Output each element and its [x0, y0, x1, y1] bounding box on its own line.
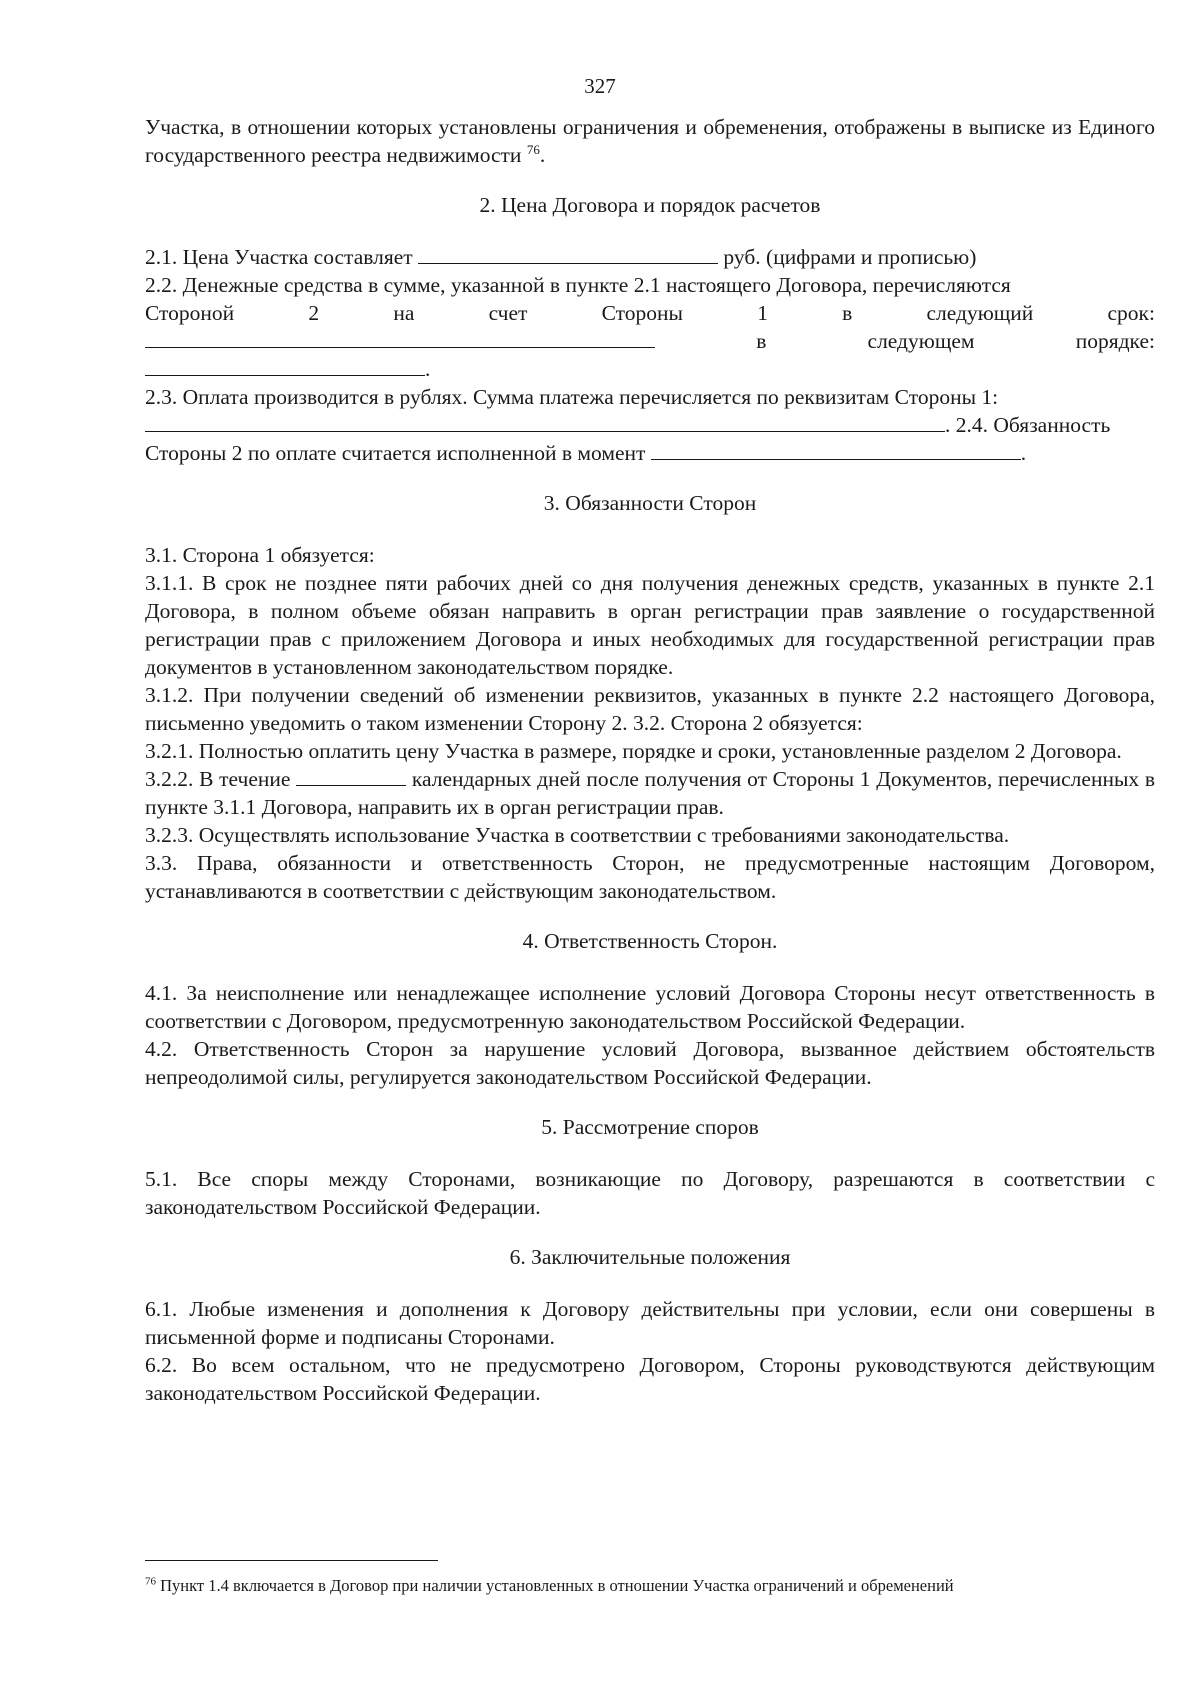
word: порядке:: [1075, 329, 1155, 353]
section-4-heading: 4. Ответственность Сторон.: [522, 929, 778, 953]
clause-2-3-line-2: [145, 411, 1155, 439]
clause-5-1: 5.1. Все споры между Сторонами, возникающие по Договору, разрешаются в соответствии с законодательством Российской Федерации.: [145, 1167, 1155, 1219]
page-number: 327: [584, 74, 616, 98]
clause-4-2: 4.2. Ответственность Сторон за нарушение условий Договора, вызванное действием обстоятельств непреодолимой силы, регулируется законодательством Российской Федерации.: [145, 1037, 1155, 1089]
document-body: [145, 113, 1155, 1407]
clause-2-3: [145, 383, 1155, 467]
clause-3-2-2: [145, 765, 1155, 821]
clause-6-1: 6.1. Любые изменения и дополнения к Договору действительны при условии, если они совершены в письменной форме и подписаны Сторонами.: [145, 1297, 1155, 1349]
footnote: [145, 1575, 1155, 1597]
word: 2: [308, 301, 320, 325]
word: в: [756, 329, 767, 353]
requisites-blank-field[interactable]: [145, 411, 945, 432]
clause-2-4-line: [145, 439, 1155, 467]
word: Стороной: [145, 301, 235, 325]
payment-moment-blank-field[interactable]: [651, 439, 1021, 460]
clause-4-1: 4.1. За неисполнение или ненадлежащее исполнение условий Договора Стороны несут ответственность в соответствии с Договором, предусмотренную законодательством Российской Федерации.: [145, 981, 1155, 1033]
footnote-reference[interactable]: 76: [526, 141, 540, 157]
word: срок:: [1107, 301, 1155, 325]
clause-2-2-line-2: [145, 299, 1155, 327]
word: на: [393, 301, 415, 325]
clause-2-2-line-3: [145, 327, 1155, 355]
footnote-separator: [145, 1560, 438, 1561]
clause-2-1-unit: руб. (цифрами и прописью): [723, 245, 977, 269]
clause-3-1-1: 3.1.1. В срок не позднее пяти рабочих дней со дня получения денежных средств, указанных в пункте 2.1 Договора, в полном объеме обязан направить в орган регистрации прав заявление о государственной регистрации прав с приложением Договора и иных необходимых для государственной регистрации прав документов в установленном законодательством порядке.: [145, 571, 1155, 679]
clause-2-2-line-1: 2.2. Денежные средства в сумме, указанной в пункте 2.1 настоящего Договора, перечисляются: [145, 273, 1011, 297]
word: следующий: [926, 301, 1034, 325]
clause-2-2: [145, 271, 1155, 383]
word: 1: [757, 301, 768, 325]
section-3-heading: 3. Обязанности Сторон: [543, 491, 757, 515]
word: следующем: [867, 329, 975, 353]
clause-3-1: 3.1. Сторона 1 обязуется:: [145, 543, 375, 567]
intro-paragraph: [145, 113, 1155, 169]
clause-3-2-2-start: 3.2.2. В течение: [145, 767, 291, 791]
payment-term-blank-field[interactable]: [145, 327, 655, 348]
clause-2-4-text: Стороны 2 по оплате считается исполненной в момент: [145, 441, 646, 465]
price-blank-field[interactable]: [418, 243, 718, 264]
intro-text: Участка, в отношении которых установлены ограничения и обременения, отображены в выписке из Единого государственного реестра недвижимости: [145, 115, 1155, 167]
word: в: [842, 301, 853, 325]
clause-2-1-text: 2.1. Цена Участка составляет: [145, 245, 413, 269]
word: Стороны: [601, 301, 683, 325]
clause-6-2: 6.2. Во всем остальном, что не предусмотрено Договором, Стороны руководствуются действующим законодательством Российской Федерации.: [145, 1353, 1155, 1405]
intro-period: .: [539, 143, 546, 167]
footnote-number: 76: [145, 1575, 156, 1588]
period: .: [1020, 441, 1027, 465]
footnote-text: Пункт 1.4 включается в Договор при наличии установленных в отношении Участка ограничений и обременений: [160, 1576, 954, 1595]
word: счет: [488, 301, 528, 325]
clause-3-3: 3.3. Права, обязанности и ответственность Сторон, не предусмотренные настоящим Договором, устанавливаются в соответствии с действующим законодательством.: [145, 851, 1155, 903]
clause-2-3-line-1: 2.3. Оплата производится в рублях. Сумма платежа перечисляется по реквизитам Стороны 1:: [145, 385, 999, 409]
clause-3-2-2-rest: календарных дней после получения от Стороны 1 Документов, перечисленных в пункте 3.1.1 Договора, направить их в орган регистрации прав.: [145, 767, 1156, 819]
clause-2-1: [145, 243, 1155, 271]
clause-3-2-3: 3.2.3. Осуществлять использование Участка в соответствии с требованиями законодательства.: [145, 823, 1010, 847]
section-2-heading: 2. Цена Договора и порядок расчетов: [479, 193, 821, 217]
clause-3-1-2: 3.1.2. При получении сведений об изменении реквизитов, указанных в пункте 2.2 настоящего Договора, письменно уведомить о таком изменении Сторону 2. 3.2. Сторона 2 обязуется:: [145, 683, 1155, 735]
period: .: [425, 357, 431, 381]
clause-2-2-line-4: [145, 355, 1155, 383]
section-5-heading: 5. Рассмотрение споров: [541, 1115, 759, 1139]
section-6-heading: 6. Заключительные положения: [509, 1245, 791, 1269]
clause-2-4-start: . 2.4. Обязанность: [945, 413, 1111, 437]
payment-order-blank-field[interactable]: [145, 355, 425, 376]
days-blank-field[interactable]: [296, 765, 406, 786]
clause-3-2-1: 3.2.1. Полностью оплатить цену Участка в размере, порядке и сроки, установленные разделом 2 Договора.: [145, 739, 1122, 763]
